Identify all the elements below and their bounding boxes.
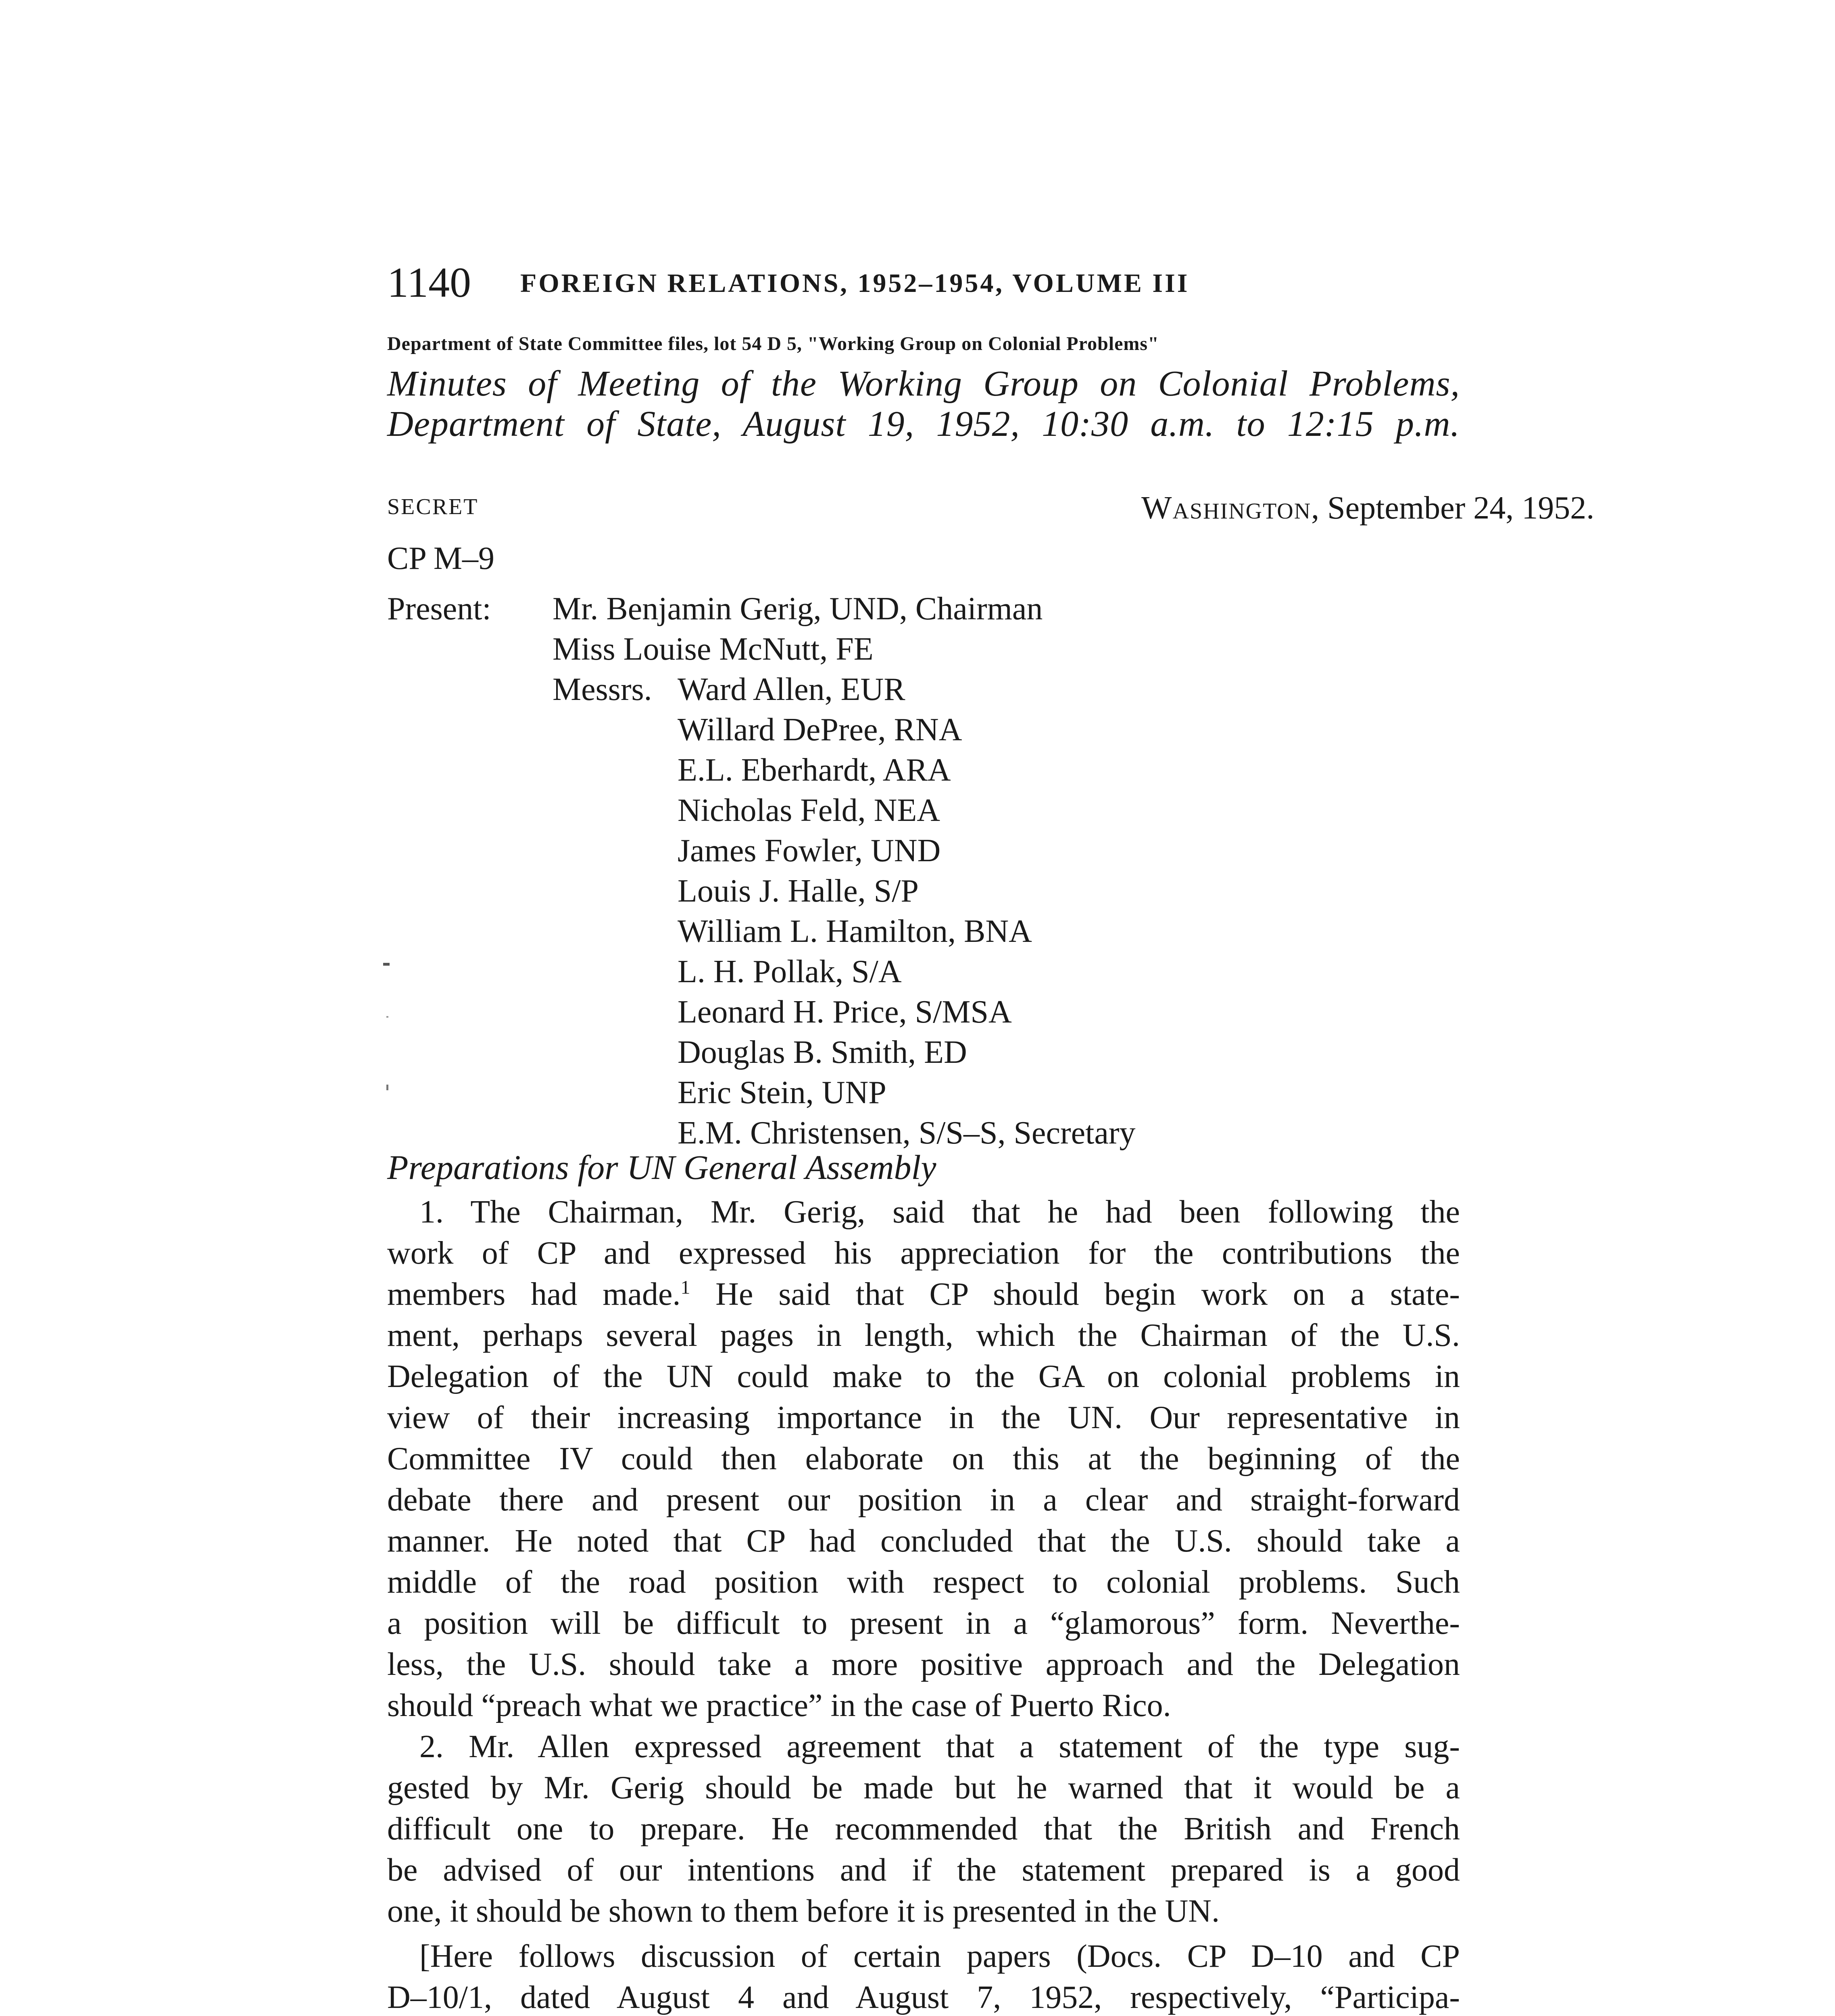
- paragraph-line: gested by Mr. Gerig should be made but he warned that it would be a: [387, 1770, 1460, 1806]
- attendee: James Fowler, UND: [678, 833, 941, 868]
- attendee: E.M. Christensen, S/S–S, Secretary: [678, 1115, 1136, 1151]
- paragraph-line: [Here follows discussion of certain papers (Docs. CP D–10 and CP: [419, 1939, 1460, 1974]
- section-heading: Preparations for UN General Assembly: [387, 1148, 936, 1187]
- present-label: Present:: [387, 591, 491, 627]
- paragraph-line: 1. The Chairman, Mr. Gerig, said that he had been following the: [419, 1194, 1460, 1230]
- paragraph-line: a position will be difficult to present in a “glamorous” form. Neverthe-: [387, 1606, 1460, 1641]
- paragraph-line: should “preach what we practice” in the case of Puerto Rico.: [387, 1688, 1171, 1723]
- paragraph-line: one, it should be shown to them before it is presented in the UN.: [387, 1893, 1220, 1929]
- paragraph-line: difficult one to prepare. He recommended that the British and French: [387, 1811, 1460, 1847]
- paragraph-line: debate there and present our position in a clear and straight-forward: [387, 1482, 1460, 1518]
- attendee: Leonard H. Price, S/MSA: [678, 994, 1012, 1030]
- paragraph-line: ment, perhaps several pages in length, which the Chairman of the U.S.: [387, 1318, 1460, 1353]
- attendee-miss: Miss Louise McNutt, FE: [553, 631, 874, 667]
- scan-speck: [386, 1085, 388, 1090]
- paragraph-line: work of CP and expressed his appreciation for the contributions the: [387, 1235, 1460, 1271]
- paragraph-line: middle of the road position with respect to colonial problems. Such: [387, 1564, 1460, 1600]
- document-id: CP M–9: [387, 541, 495, 576]
- document-title-line-1: Minutes of Meeting of the Working Group on Colonial Problems,: [387, 364, 1460, 404]
- attendee: Douglas B. Smith, ED: [678, 1035, 967, 1070]
- messrs-label: Messrs.: [553, 672, 652, 707]
- paragraph-line: Delegation of the UN could make to the GA on colonial problems in: [387, 1359, 1460, 1394]
- attendee: E.L. Eberhardt, ARA: [678, 752, 951, 788]
- attendee: Ward Allen, EUR: [678, 672, 905, 707]
- paragraph-line: less, the U.S. should take a more positive approach and the Delegation: [387, 1647, 1460, 1682]
- attendee: Eric Stein, UNP: [678, 1075, 886, 1110]
- attendee: Willard DePree, RNA: [678, 712, 962, 748]
- attendee: L. H. Pollak, S/A: [678, 954, 902, 989]
- source-note: Department of State Committee files, lot 54 D 5, "Working Group on Colonial Problems": [387, 333, 1159, 354]
- attendee: Nicholas Feld, NEA: [678, 793, 940, 828]
- attendee-chairman: Mr. Benjamin Gerig, UND, Chairman: [553, 591, 1043, 627]
- footnote-reference: 1: [680, 1277, 690, 1298]
- dateline-place: Washington: [1141, 490, 1312, 526]
- running-title: FOREIGN RELATIONS, 1952–1954, VOLUME III: [520, 269, 1190, 298]
- paragraph-line: be advised of our intentions and if the statement prepared is a good: [387, 1852, 1460, 1888]
- document-title-line-2: Department of State, August 19, 1952, 10:30 a.m. to 12:15 p.m.: [387, 404, 1460, 444]
- paragraph-line-continuation: He said that CP should begin work on a state-: [690, 1277, 1460, 1312]
- paragraph-line: view of their increasing importance in the UN. Our representative in: [387, 1400, 1460, 1435]
- attendee: Louis J. Halle, S/P: [678, 873, 919, 909]
- page-number: 1140: [387, 259, 471, 306]
- dateline-date: , September 24, 1952.: [1311, 490, 1595, 526]
- paragraph-line: Committee IV could then elaborate on this at the beginning of the: [387, 1441, 1460, 1477]
- attendee: William L. Hamilton, BNA: [678, 914, 1032, 949]
- classification-marking: SECRET: [387, 494, 479, 519]
- paragraph-line-text: members had made.: [387, 1277, 681, 1312]
- scan-speck: [386, 1016, 388, 1018]
- scan-speck: [383, 963, 390, 966]
- paragraph-line: D–10/1, dated August 4 and August 7, 1952, respectively, “Participa-: [387, 1980, 1460, 2015]
- paragraph-line: 2. Mr. Allen expressed agreement that a statement of the type sug-: [419, 1729, 1460, 1764]
- paragraph-line: manner. He noted that CP had concluded that the U.S. should take a: [387, 1523, 1460, 1559]
